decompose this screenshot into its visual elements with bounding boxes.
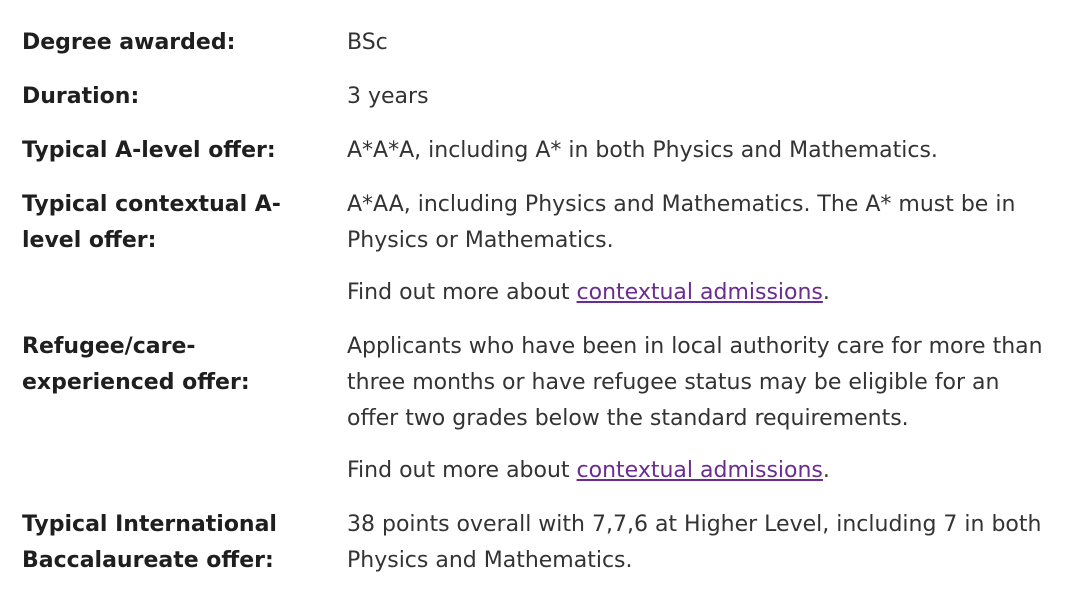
typical-a-level-offer-label: Typical A-level offer: xyxy=(22,138,276,163)
typical-a-level-offer-value xyxy=(347,133,1080,169)
ib-offer-label: Typical International Baccalaureate offer: xyxy=(22,512,277,573)
degree-awarded-label: Degree awarded: xyxy=(22,30,236,55)
ib-offer-text: 38 points overall with 7,7,6 at Higher Level, including 7 in both Physics and Mathematics. xyxy=(347,512,1042,573)
row-refugee-care-offer xyxy=(22,329,1080,489)
refugee-care-offer-text: Applicants who have been in local authority care for more than three months or have refugee status may be eligible for an offer two grades below the standard requirements. xyxy=(347,334,1043,431)
degree-awarded-text: BSc xyxy=(347,30,388,55)
refugee-find-out-more xyxy=(347,453,1050,489)
row-ib-offer xyxy=(22,507,1080,579)
typical-a-level-offer-text: A*A*A, including A* in both Physics and Mathematics. xyxy=(347,138,938,163)
find-out-more-suffix: . xyxy=(822,280,830,305)
duration-value xyxy=(347,79,1080,115)
find-out-more-suffix: . xyxy=(822,458,830,483)
row-duration xyxy=(22,79,1080,115)
contextual-find-out-more xyxy=(347,275,1050,311)
duration-label: Duration: xyxy=(22,84,140,109)
refugee-care-offer-label: Refugee/care-experienced offer: xyxy=(22,334,250,395)
row-contextual-a-level-offer xyxy=(22,187,1080,311)
contextual-admissions-link[interactable]: contextual admissions xyxy=(576,458,823,483)
row-degree-awarded xyxy=(22,25,1080,61)
contextual-a-level-offer-label: Typical contextual A-level offer: xyxy=(22,192,281,253)
contextual-admissions-link[interactable]: contextual admissions xyxy=(576,280,823,305)
refugee-care-offer-value xyxy=(347,329,1080,489)
find-out-more-prefix: Find out more about xyxy=(347,458,577,483)
contextual-a-level-offer-value xyxy=(347,187,1080,311)
find-out-more-prefix: Find out more about xyxy=(347,280,577,305)
degree-awarded-value xyxy=(347,25,1080,61)
contextual-a-level-offer-text: A*AA, including Physics and Mathematics. The A* must be in Physics or Mathematics. xyxy=(347,192,1016,253)
duration-text: 3 years xyxy=(347,84,429,109)
ib-offer-value xyxy=(347,507,1080,579)
row-typical-a-level-offer xyxy=(22,133,1080,169)
